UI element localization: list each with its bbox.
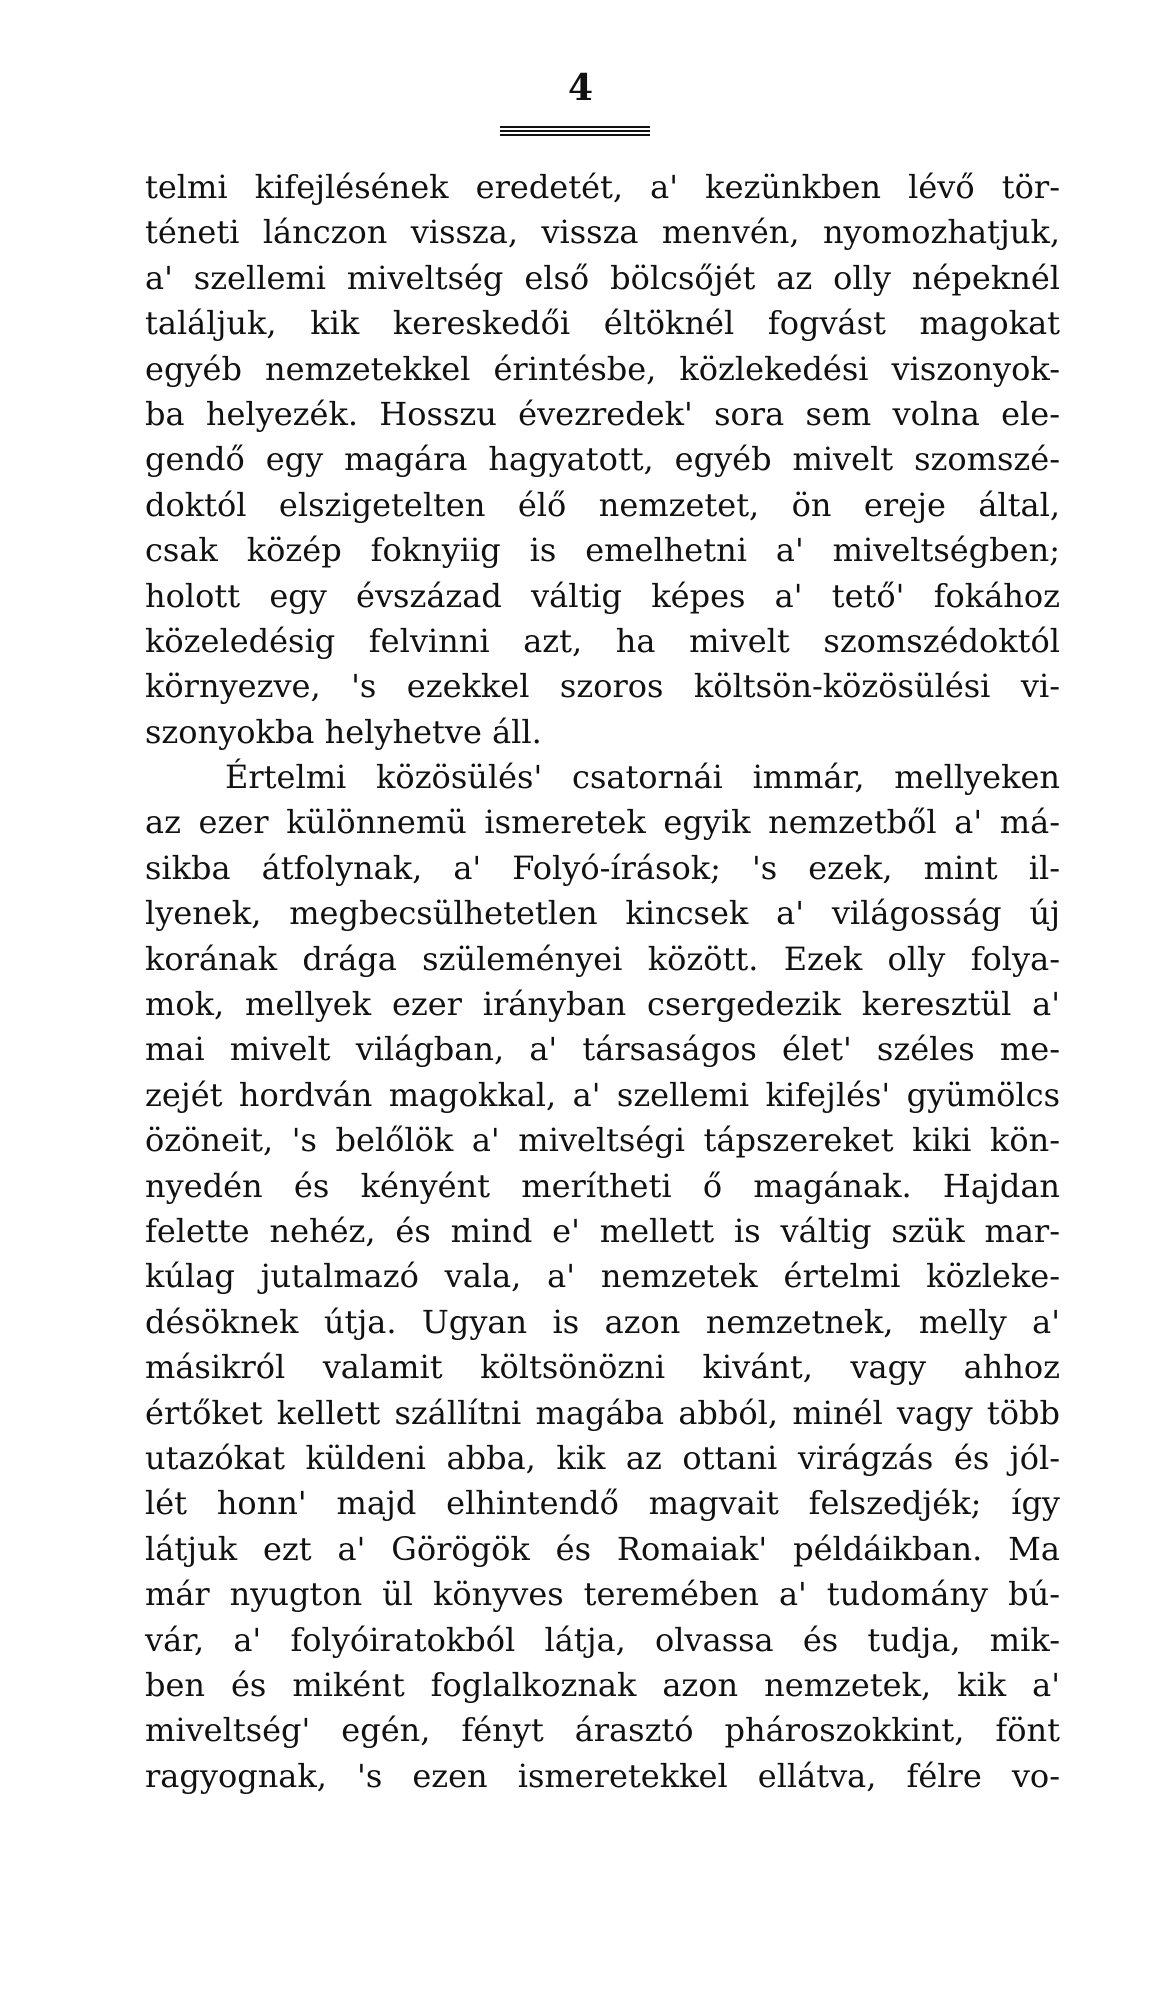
text-line: doktól elszigetelten élő nemzetet, ön ereje által, bbox=[145, 485, 1060, 524]
text-line: kúlag jutalmazó vala, a' nemzetek értelmi közleke- bbox=[145, 1257, 1060, 1296]
paragraph-start-line: Értelmi közösülés' csatornái immár, mellyeken bbox=[225, 758, 1060, 797]
text-line: az ezer különnemü ismeretek egyik nemzetből a' má- bbox=[145, 803, 1060, 842]
text-line: már nyugton ül könyves teremében a' tudomány bú- bbox=[145, 1575, 1060, 1614]
text-line: felette nehéz, és mind e' mellett is váltig szük mar- bbox=[145, 1211, 1060, 1250]
text-line: ragyognak, 's ezen ismeretekkel ellátva, félre vo- bbox=[145, 1756, 1060, 1795]
body-text bbox=[145, 165, 1060, 1799]
text-line: szonyokba helyhetve áll. bbox=[145, 712, 542, 751]
text-line: csak közép foknyiig is emelhetni a' miveltségben; bbox=[145, 531, 1060, 570]
text-line: telmi kifejlésének eredetét, a' kezünkben lévő tör- bbox=[145, 168, 1060, 206]
text-line: holott egy évszázad váltig képes a' tető' fokához bbox=[145, 576, 1060, 615]
text-line: másikról valamit költsönözni kivánt, vagy ahhoz bbox=[145, 1348, 1060, 1387]
text-line: mok, mellyek ezer irányban csergedezik keresztül a' bbox=[145, 985, 1060, 1024]
text-line: egyéb nemzetekkel érintésbe, közlekedési viszonyok- bbox=[145, 349, 1060, 388]
text-line: vár, a' folyóiratokból látja, olvassa és tudja, mik- bbox=[145, 1620, 1060, 1659]
text-line: értőket kellett szállítni magába abból, minél vagy több bbox=[145, 1393, 1060, 1432]
text-line: találjuk, kik kereskedői éltöknél fogvást magokat bbox=[145, 304, 1060, 343]
text-line: téneti lánczon vissza, vissza menvén, nyomozhatjuk, bbox=[145, 213, 1060, 252]
text-line: környezve, 's ezekkel szoros költsön-közösülési vi- bbox=[145, 667, 1060, 706]
header-rule bbox=[500, 126, 650, 136]
text-line: sikba átfolynak, a' Folyó-írások; 's ezek, mint il- bbox=[145, 848, 1060, 887]
text-line: zejét hordván magokkal, a' szellemi kifejlés' gyümölcs bbox=[145, 1075, 1060, 1114]
text-line: désöknek útja. Ugyan is azon nemzetnek, melly a' bbox=[145, 1302, 1060, 1341]
text-line: a' szellemi miveltség első bölcsőjét az olly népeknél bbox=[145, 258, 1060, 297]
text-line: ben és miként foglalkoznak azon nemzetek, kik a' bbox=[145, 1665, 1060, 1704]
page-number: 4 bbox=[567, 67, 594, 109]
text-line: közeledésig felvinni azt, ha mivelt szomszédoktól bbox=[145, 621, 1060, 660]
text-line: lét honn' majd elhintendő magvait felszedjék; így bbox=[145, 1484, 1060, 1523]
text-line: látjuk ezt a' Görögök és Romaiak' példáikban. Ma bbox=[145, 1529, 1060, 1568]
text-line: korának drága szüleményei között. Ezek olly folya- bbox=[145, 939, 1060, 978]
text-line: ba helyezék. Hosszu évezredek' sora sem volna ele- bbox=[145, 394, 1060, 433]
text-line: gendő egy magára hagyatott, egyéb mivelt szomszé- bbox=[145, 440, 1060, 479]
text-line: mai mivelt világban, a' társaságos élet' széles me- bbox=[145, 1030, 1060, 1069]
text-line: utazókat küldeni abba, kik az ottani virágzás és jól- bbox=[145, 1438, 1060, 1477]
text-line: özöneit, 's belőlök a' miveltségi tápszereket kiki kön- bbox=[145, 1121, 1060, 1160]
text-line: miveltség' egén, fényt árasztó phároszokkint, fönt bbox=[145, 1711, 1060, 1750]
text-line: lyenek, megbecsülhetetlen kincsek a' világosság új bbox=[145, 894, 1060, 933]
text-line: nyedén és kényént merítheti ő magának. Hajdan bbox=[145, 1166, 1060, 1205]
